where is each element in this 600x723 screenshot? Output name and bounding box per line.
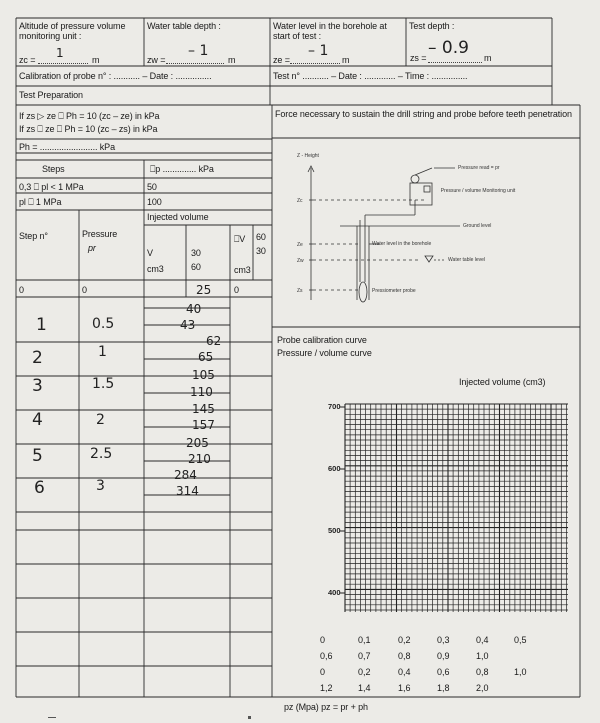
reading-pressure-6[interactable]: 3 — [96, 478, 105, 494]
row0-pressure: 0 — [82, 285, 87, 295]
ph-value-field[interactable]: Ph = ........................ kPa — [19, 142, 115, 152]
y-tick-400: 400 — [328, 588, 341, 597]
t60-label: 60 — [191, 262, 201, 272]
step-column-header: Step n° — [19, 231, 48, 241]
test-preparation-title: Test Preparation — [19, 90, 83, 100]
reading-step-6[interactable]: 6 — [34, 478, 45, 498]
ze-prefix: ze = — [273, 55, 290, 65]
reading-v30-3[interactable]: 105 — [192, 368, 215, 382]
pressure-read-label: Pressure read = pr — [458, 165, 500, 171]
step-row2-condition: pl ⎕ 1 MPa — [19, 197, 62, 207]
reading-v30-1[interactable]: 40 — [186, 302, 202, 316]
dv-60-label: 60 — [256, 232, 266, 242]
reading-step-4[interactable]: 4 — [32, 410, 43, 430]
steps-label: Steps — [42, 164, 65, 174]
pr-label: pr — [88, 243, 96, 253]
ze-value[interactable]: – 1 — [308, 43, 329, 59]
ze-axis-label: Ze — [297, 242, 303, 248]
x-scale-label: 0,1 — [358, 635, 371, 645]
dv-30-label: 30 — [256, 246, 266, 256]
zw-unit: m — [228, 55, 236, 65]
step-row1-condition: 0,3 ⎕ pl < 1 MPa — [19, 182, 84, 192]
dp-label: ⎕p .............. kPa — [150, 164, 214, 174]
y-tick-700: 700 — [328, 402, 341, 411]
y-tick-600: 600 — [328, 464, 341, 473]
x-scale-label: 0,4 — [398, 667, 411, 677]
zc-prefix: zc = — [19, 55, 36, 65]
dv-label: ⎕V — [234, 234, 246, 244]
reading-pressure-1[interactable]: 0.5 — [92, 316, 115, 332]
x-scale-label: 1,6 — [398, 683, 411, 693]
x-scale-label: 0,2 — [398, 635, 411, 645]
reading-v30-5[interactable]: 205 — [186, 436, 209, 450]
x-scale-label: 1,8 — [437, 683, 450, 693]
zs-axis-label: Zs — [297, 288, 303, 294]
water-level-label: Water level in the borehole at start of test : — [273, 21, 387, 41]
reading-step-1[interactable]: 1 — [36, 315, 47, 335]
x-scale-label: 1,0 — [514, 667, 527, 677]
probe-label: Pressiometer probe — [372, 288, 416, 294]
row0-v60-value[interactable]: 25 — [196, 283, 212, 297]
zw-axis-label: Zw — [297, 258, 304, 264]
reading-v30-6[interactable]: 284 — [174, 468, 197, 482]
v-cm3-label: cm3 — [147, 264, 164, 274]
x-scale-label: 0,8 — [476, 667, 489, 677]
ph-condition-2: If zs ⎕ ze ⎕ Ph = 10 (zc – zs) in kPa — [19, 124, 158, 134]
test-depth-label: Test depth : — [409, 21, 455, 31]
test-number-label: Test n° ........... – Date : ............. – Time : ............... — [273, 71, 468, 81]
water-table-label: Water table depth : — [147, 21, 221, 31]
zs-unit: m — [484, 53, 492, 63]
reading-pressure-5[interactable]: 2.5 — [90, 446, 113, 462]
force-label: Force necessary to sustain the drill string and probe before teeth penetration — [275, 109, 572, 119]
x-scale-label: 1,4 — [358, 683, 371, 693]
zs-value[interactable]: – 0.9 — [428, 38, 469, 58]
zc-unit: m — [92, 55, 100, 65]
x-scale-label: 0 — [320, 635, 326, 645]
reading-pressure-4[interactable]: 2 — [96, 412, 105, 428]
x-scale-label: 0,8 — [398, 651, 411, 661]
zc-axis-label: Zc — [297, 198, 303, 204]
calibration-probe-label: Calibration of probe n° : ........... – Date : ............... — [19, 71, 212, 81]
x-scale-label: 0,6 — [437, 667, 450, 677]
x-scale-label: 0 — [320, 667, 326, 677]
reading-v60-3[interactable]: 110 — [190, 385, 213, 399]
reading-pressure-3[interactable]: 1.5 — [92, 376, 115, 392]
reading-pressure-2[interactable]: 1 — [98, 344, 107, 360]
ze-unit: m — [342, 55, 350, 65]
zw-prefix: zw = — [147, 55, 166, 65]
x-scale-label: 0,7 — [358, 651, 371, 661]
water-table-level-label: Water table level — [448, 257, 486, 263]
reading-v60-2[interactable]: 65 — [198, 350, 214, 364]
calibration-title: Probe calibration curve — [277, 335, 367, 345]
reading-step-5[interactable]: 5 — [32, 446, 43, 466]
x-scale-label: 2,0 — [476, 683, 489, 693]
zs-prefix: zs = — [410, 53, 427, 63]
altitude-label: Altitude of pressure volume monitoring unit : — [19, 21, 126, 41]
monitoring-unit-label: Pressure / volume Monitoring unit — [440, 188, 516, 194]
ground-level-label: Ground level — [463, 223, 492, 229]
x-axis-title: pz (Mpa) pz = pr + ph — [284, 702, 368, 712]
curve-subtitle: Pressure / volume curve — [277, 348, 372, 358]
reading-v60-4[interactable]: 157 — [192, 418, 215, 432]
step-row1-value: 50 — [147, 182, 157, 192]
x-scale-label: 0,5 — [514, 635, 527, 645]
pressure-column-header: Pressure — [82, 229, 118, 239]
injected-volume-label: Injected volume — [147, 212, 209, 222]
y-tick-500: 500 — [328, 526, 341, 535]
x-scale-label: 0,4 — [476, 635, 489, 645]
z-height-label: Z - Height — [297, 153, 319, 159]
ph-condition-1: If zs ▷ ze ⎕ Ph = 10 (zc – ze) in kPa — [19, 111, 160, 121]
reading-v60-5[interactable]: 210 — [188, 452, 211, 466]
v-label: V — [147, 248, 153, 258]
row0-dv: 0 — [234, 285, 239, 295]
zw-value[interactable]: – 1 — [188, 43, 209, 59]
reading-v30-2[interactable]: 62 — [206, 334, 222, 348]
x-scale-label: 0,2 — [358, 667, 371, 677]
row0-step: 0 — [19, 285, 24, 295]
t30-label: 30 — [191, 248, 201, 258]
x-scale-label: 1,0 — [476, 651, 489, 661]
y-axis-title: Injected volume (cm3) — [459, 377, 546, 387]
step-row2-value: 100 — [147, 197, 162, 207]
reading-step-3[interactable]: 3 — [32, 376, 43, 396]
x-scale-label: 0,6 — [320, 651, 333, 661]
x-scale-label: 1,2 — [320, 683, 333, 693]
x-scale-label: 0,3 — [437, 635, 450, 645]
reading-v60-1[interactable]: 43 — [180, 318, 196, 332]
reading-step-2[interactable]: 2 — [32, 348, 43, 368]
zc-value[interactable]: 1 — [56, 46, 64, 60]
x-scale-label: 0,9 — [437, 651, 450, 661]
reading-v30-4[interactable]: 145 — [192, 402, 215, 416]
borehole-water-level-label: Water level in the borehole — [372, 241, 432, 247]
reading-v60-6[interactable]: 314 — [176, 484, 199, 498]
dv-cm3-label: cm3 — [234, 265, 251, 275]
